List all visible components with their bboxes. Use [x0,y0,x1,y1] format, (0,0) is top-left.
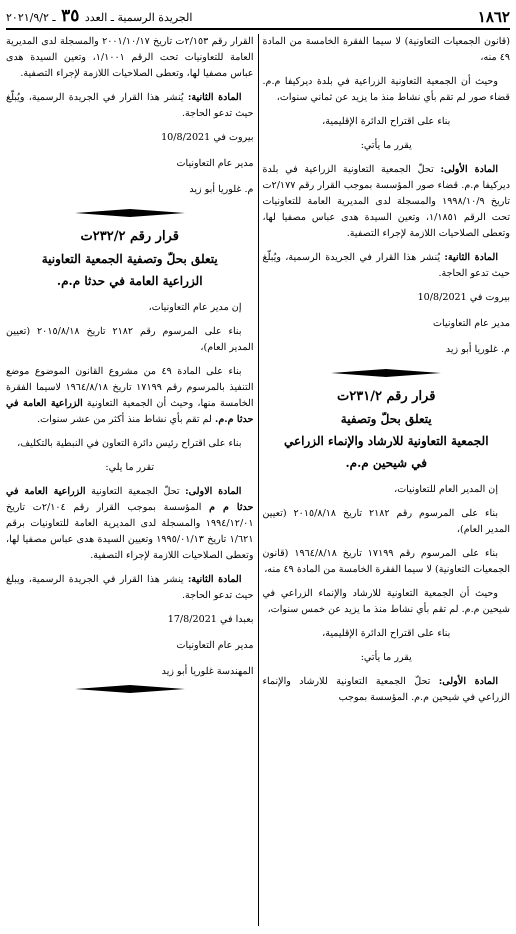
paragraph: إن مدير عام التعاونيات، [148,302,242,313]
paragraph: وحيث أن الجمعية التعاونية للارشاد والإنماء الزراعي في شيحين م.م. لم تقم بأي نشاط منذ ما يزيد عن خمس سنوات، [262,588,510,615]
text-run: المؤسسة بموجب القرار رقم ٢/١٠٤ت تاريخ ١٩٩٤/١٢/٠١ والمسجلة لدى المديرية العامة للتعاونيات برقم ١/٦٢١ تاريخ ١٩٩٥/٠١/١٣ وتعيين السيدة هدى عباس مصفيا لها، وتعطى الصلاحيات اللازمة لإجراء التصفية. [6,502,254,561]
paragraph: وحيث أن الجمعية التعاونية الزراعية في بلدة ديركيفا م.م. قضاء صور لم تقم بأي نشاط منذ ما يزيد عن ثماني سنوات، [262,76,510,103]
article-two [6,572,254,604]
paragraph: بناء على اقتراح رئيس دائرة التعاون في النبطية بالتكليف، [17,438,242,449]
date-text: بعبدا في 17/8/2021 [167,614,254,625]
paragraph: إن المدير العام للتعاونيات، [394,484,498,495]
article-text: يُنشر هذا القرار في الجريدة الرسمية، ويُبلّغ حيث تدعو الحاجة. [262,252,510,279]
issue-number: ٣٥ [61,6,80,26]
signature-date [6,130,254,146]
decision-subtitle: في شيحين م.م. [345,456,427,470]
article-label: المادة الثانية: [187,92,242,103]
left-column [6,34,254,926]
bold-run: الزراعية العامة في حدثا م م [6,486,254,513]
decision-title: قرار رقم ٢٣١/٢ت [337,389,436,404]
date-text: بيروت في 10/8/2021 [161,132,254,143]
paragraph [6,364,254,428]
journal-masthead [6,6,192,26]
article-one [263,162,511,242]
signature-title: مدير عام التعاونيات [176,640,254,651]
article-label: المادة الثانية: [187,574,242,585]
separator-ornament-icon [331,368,441,378]
paragraph: (قانون الجمعيات التعاونية) لا سيما الفقرة الخامسة من المادة ٤٩ منه، [262,36,510,63]
article-label: المادة الاولى: [185,486,242,497]
signature-name: م. غلوريا أبو زيد [445,344,510,355]
paragraph: بناء على المرسوم رقم ٢١٨٢ تاريخ ٢٠١٥/٨/١٨ (تعيين المدير العام)، [262,508,510,535]
decision-subtitle: يتعلق بحلّ وتصفية الجمعية التعاونية [41,252,218,266]
article-label: المادة الأولى: [438,676,498,687]
section-separator [263,368,511,378]
separator-ornament-icon [75,208,185,218]
two-column-body [6,34,510,926]
paragraph: بناء على اقتراح الدائرة الإقليمية، [322,116,451,127]
decision-subtitle: الزراعية العامة في حدثا م.م. [56,274,203,288]
paragraph: تقرر ما يلي: [105,462,155,473]
article-text: ينشر هذا القرار في الجريدة الرسمية، ويبلغ حيث تدعو الحاجة. [6,574,254,601]
bold-run: الزراعية العامة في حدثا م.م. [6,398,254,425]
section-separator [6,208,254,218]
issue-date: ـ ٢٠٢١/٩/٢ [6,11,56,24]
decision-title: قرار رقم ٢٣٢/٢ت [80,229,179,244]
column-divider [258,34,259,926]
paragraph: القرار رقم ٢/١٥٣ت تاريخ ٢٠٠١/١٠/١٧ والمسجلة لدى المديرية العامة للتعاونيات تحت الرقم ١/١٠٠١، وتعين السيدة هدى عباس مصفيا لها، وتعطى الصلاحيات اللازمة لإجراء التصفية. [6,36,254,79]
signature-title: مدير عام التعاونيات [176,158,254,169]
journal-name: الجريدة الرسمية ـ العدد [84,11,193,24]
decision-subtitle: الجمعية التعاونية للارشاد والإنماء الزراعي [283,434,489,448]
decision-subtitle: يتعلق بحلّ وتصفية [340,412,432,426]
page-header [6,4,510,30]
signature-date [263,290,511,306]
text-run: تحلّ الجمعية التعاونية [91,486,180,497]
article-one [6,484,254,564]
text-run: لم تقم بأي نشاط منذ أكثر من عشر سنوات. [37,414,212,425]
signature-title: مدير عام التعاونيات [432,318,510,329]
article-text: تحلّ الجمعية التعاونية الزراعية في بلدة ديركيفا م.م. قضاء صور المؤسسة بموجب القرار رقم ٢/١٧٧ت تاريخ ١٩٩٨/١٠/٩ والمسجلة لدى المديرية العامة للتعاونيات تحت الرقم ١/١٨٥١، وتعين السيدة هدى عباس مصفيا لها، وتعطى الصلاحيات اللازمة لإجراء التصفية. [262,164,510,239]
article-two [6,90,254,122]
paragraph: يقرر ما يأتي: [360,652,412,663]
article-label: المادة الأولى: [440,164,498,175]
article-two [263,250,511,282]
section-separator [6,684,254,694]
article-label: المادة الثانية: [444,252,498,263]
paragraph: بناء على المرسوم رقم ١٧١٩٩ تاريخ ١٩٦٤/٨/١٨ (قانون الجمعيات التعاونية) لا سيما الفقرة الخامسة من المادة ٤٩ منه، [262,548,510,575]
paragraph: بناء على المرسوم رقم ٢١٨٢ تاريخ ٢٠١٥/٨/١٨ (تعيين المدير العام)، [6,326,254,353]
paragraph: بناء على اقتراح الدائرة الإقليمية، [322,628,451,639]
article-text: يُنشر هذا القرار في الجريدة الرسمية، ويُبلّغ حيث تدعو الحاجة. [6,92,254,119]
signature-name: م. غلوريا أبو زيد [189,184,254,195]
date-text: بيروت في 10/8/2021 [417,292,510,303]
article-text: تحلّ الجمعية التعاونية للارشاد والإنماء الزراعي في شيحين م.م. المؤسسة بموجب [262,676,510,703]
page-number: ١٨٦٢ [477,8,510,26]
text-run: بناء على المادة ٤٩ من مشروع القانون الموضوع موضع التنفيذ بالمرسوم رقم ١٧١٩٩ تاريخ ١٩٦٤/٨/١٨ لاسيما الفقرة الخامسة منها، وحيث أن الجمعية التعاونية [6,366,254,409]
right-column [263,34,511,926]
signature-name: المهندسة غلوريا أبو زيد [161,666,254,677]
separator-ornament-icon [75,684,185,694]
paragraph: يقرر ما يأتي: [360,140,412,151]
article-one [263,674,511,706]
signature-date [6,612,254,628]
